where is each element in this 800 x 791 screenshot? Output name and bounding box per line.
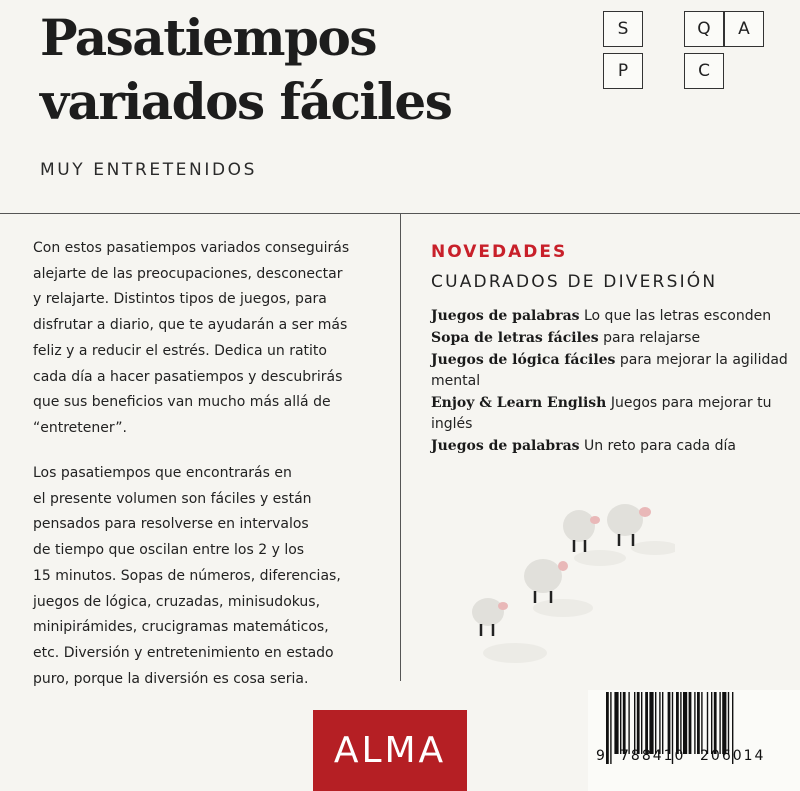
list-item-desc: para mejorar la agilidad mental: [431, 352, 788, 389]
barcode-prefix: 9: [596, 748, 607, 764]
letter-box-a: A: [724, 11, 764, 47]
list-item: [431, 350, 793, 392]
barcode-bar: [707, 692, 708, 754]
barcode-bar: [722, 692, 726, 754]
title-line-1: Pasatiempos: [40, 8, 376, 67]
barcode-bar: [645, 692, 648, 754]
list-item-desc: Lo que las letras esconden: [583, 308, 772, 324]
novedades-heading: NOVEDADES: [431, 242, 568, 262]
list-item-title: Juegos de palabras: [431, 308, 580, 324]
list-item-title: Juegos de palabras: [431, 438, 580, 454]
list-item: [431, 393, 793, 435]
list-item: [431, 306, 793, 327]
barcode-bar: [628, 692, 629, 754]
barcode-bar: [697, 692, 700, 754]
barcode-bar: [655, 692, 656, 754]
barcode-bar: [701, 692, 702, 754]
barcode-bar: [711, 692, 712, 754]
barcode-bar: [634, 692, 635, 754]
barcode-bar: [683, 692, 687, 754]
publisher-logo-text: ALMA: [333, 730, 447, 771]
title-line-2: variados fáciles: [40, 72, 452, 131]
barcode-bar: [659, 692, 660, 754]
barcode-bar: [714, 692, 717, 754]
description-paragraph-2: Los pasatiempos que encontrarás en el presente volumen son fáciles y están pensados para resolverse en intervalos de tiempo que oscilan entre los 2 y los 15 minutos. Sopas de números, diferencias, juegos de lógica, cruzadas, minisudokus, minipirámides, crucigramas matemáticos, etc. Diversión y entretenimiento en estado puro, porque la diversión es cosa seria.: [33, 465, 341, 687]
letter-box-p: P: [603, 53, 643, 89]
sheep-icon: [563, 510, 600, 552]
barcode-number: [0, 748, 800, 768]
letter-box-s: S: [603, 11, 643, 47]
barcode-bar: [668, 692, 671, 754]
barcode-bar: [719, 692, 720, 754]
sheep-icon: [607, 504, 651, 546]
barcode-group-2: 206014: [700, 748, 766, 764]
book-title: [40, 6, 580, 134]
barcode-bar: [728, 692, 729, 754]
barcode-bar: [614, 692, 618, 754]
list-item-title: Sopa de letras fáciles: [431, 330, 599, 346]
barcode-bar: [623, 692, 626, 754]
description-paragraph-1: Con estos pasatiempos variados conseguirás alejarte de las preocupaciones, desconectar y relajarte. Distintos tipos de juegos, para disfrutar a diario, que te ayudarán a ser más feliz y a reducir el estrés. Dedica un ratito cada día a hacer pasatiempos y descubrirás que sus beneficios van mucho más allá de “entretener”.: [33, 240, 350, 436]
list-item-title: Juegos de lógica fáciles: [431, 352, 616, 368]
sheep-shadows: [483, 541, 675, 663]
list-item: [431, 328, 793, 349]
sheep-icon: [472, 598, 508, 636]
barcode-bar: [694, 692, 695, 754]
letter-box-q: Q: [684, 11, 724, 47]
sheep-illustration: [455, 490, 675, 670]
list-item-title: Enjoy & Learn English: [431, 395, 607, 411]
series-name: CUADRADOS DE DIVERSIÓN: [431, 272, 718, 292]
list-item-desc: para relajarse: [603, 330, 701, 346]
letter-box-c: C: [684, 53, 724, 89]
barcode-bar: [680, 692, 681, 754]
barcode-bar: [620, 692, 621, 754]
list-item-desc: Juegos para mejorar tu inglés: [431, 395, 772, 432]
vertical-divider: [400, 213, 401, 681]
novedades-list: [431, 306, 793, 458]
barcode-bar: [689, 692, 692, 754]
barcode-group-1: 788410: [620, 748, 686, 764]
barcode-bar: [641, 692, 642, 754]
list-item: [431, 436, 793, 457]
sheep-icon: [524, 559, 568, 603]
list-item-desc: Un reto para cada día: [583, 438, 736, 454]
barcode-bar: [676, 692, 679, 754]
barcode-bar: [662, 692, 663, 754]
barcode-bar: [649, 692, 653, 754]
barcode-bar: [637, 692, 640, 754]
book-subtitle: MUY ENTRETENIDOS: [40, 160, 258, 180]
barcode: [588, 690, 800, 791]
